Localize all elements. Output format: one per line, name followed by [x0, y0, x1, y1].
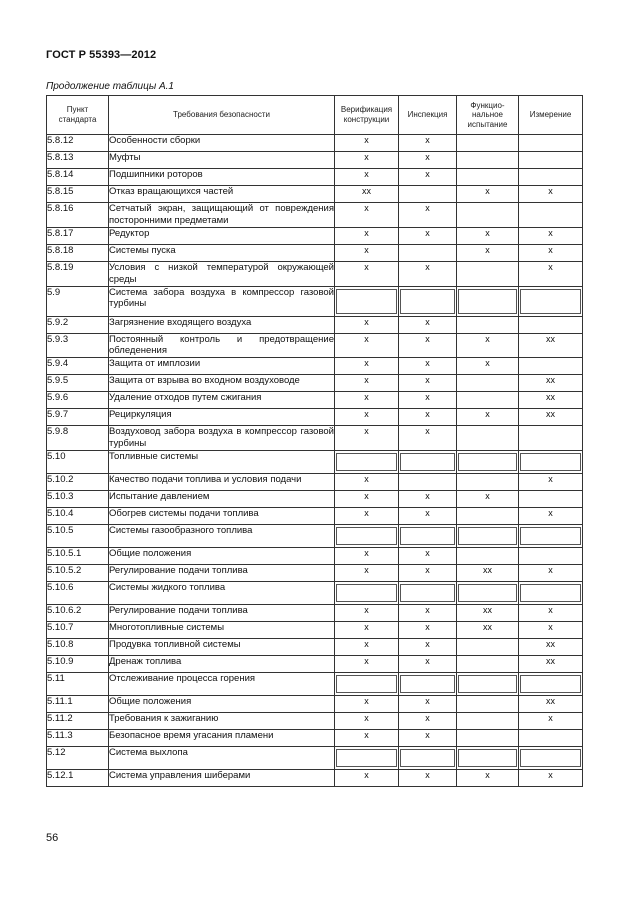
table-row [47, 152, 583, 169]
table-row [47, 375, 583, 392]
requirement-text: Обогрев системы подачи топлива [109, 508, 335, 525]
mark-inspection: x [399, 152, 457, 169]
blank-box [520, 289, 581, 314]
clause-number: 5.8.13 [47, 152, 109, 169]
mark-functional-test: xx [457, 605, 519, 622]
table-row [47, 244, 583, 261]
requirement-text: Воздуховод забора воздуха в компрессор газовой турбины [109, 426, 334, 450]
requirement-text: Продувка топливной системы [109, 639, 335, 656]
mark-measurement: x [519, 508, 583, 525]
table-row [47, 261, 583, 286]
mark-functional-test: xx [457, 622, 519, 639]
mark-measurement: x [519, 565, 583, 582]
mark-design-verification: x [335, 375, 399, 392]
table-section-row [47, 286, 583, 316]
empty-cell [335, 673, 399, 696]
mark-functional-test [457, 474, 519, 491]
mark-design-verification: x [335, 135, 399, 152]
mark-inspection: x [399, 696, 457, 713]
clause-number: 5.8.18 [47, 244, 109, 261]
clause-number: 5.10.9 [47, 656, 109, 673]
empty-cell [399, 451, 457, 474]
requirement-text: Удаление отходов путем сжигания [109, 392, 335, 409]
clause-number: 5.9.5 [47, 375, 109, 392]
blank-box [336, 453, 397, 471]
mark-functional-test [457, 730, 519, 747]
mark-measurement: xx [519, 639, 583, 656]
mark-measurement: x [519, 622, 583, 639]
clause-number: 5.8.16 [47, 203, 109, 228]
mark-inspection: x [399, 316, 457, 333]
mark-functional-test [457, 426, 519, 451]
requirement-text: Система управления шиберами [109, 770, 335, 787]
blank-box [400, 675, 455, 693]
mark-inspection: x [399, 392, 457, 409]
document-header: ГОСТ Р 55393—2012 [46, 49, 157, 61]
mark-functional-test [457, 316, 519, 333]
blank-box [458, 289, 517, 314]
mark-measurement: x [519, 770, 583, 787]
empty-cell [457, 747, 519, 770]
requirements-table [46, 95, 583, 787]
requirement-text: Общие положения [109, 696, 335, 713]
col-header-requirements: Требования безопасности [109, 96, 335, 135]
clause-number: 5.8.17 [47, 227, 109, 244]
blank-box [336, 289, 397, 314]
mark-measurement [519, 203, 583, 228]
table-row [47, 409, 583, 426]
empty-cell [335, 582, 399, 605]
mark-inspection: x [399, 375, 457, 392]
empty-cell [519, 525, 583, 548]
mark-design-verification: x [335, 548, 399, 565]
blank-box [336, 749, 397, 767]
mark-measurement: xx [519, 375, 583, 392]
mark-functional-test [457, 169, 519, 186]
col-header-measurement: Измерение [519, 96, 583, 135]
mark-measurement [519, 169, 583, 186]
table-row [47, 730, 583, 747]
clause-number: 5.11.1 [47, 696, 109, 713]
clause-number: 5.12 [47, 747, 109, 770]
mark-functional-test: x [457, 409, 519, 426]
clause-number: 5.9.7 [47, 409, 109, 426]
table-row [47, 508, 583, 525]
clause-number: 5.11.3 [47, 730, 109, 747]
blank-box [400, 453, 455, 471]
table-row [47, 656, 583, 673]
clause-number: 5.9.8 [47, 426, 109, 451]
blank-box [400, 289, 455, 314]
empty-cell [399, 673, 457, 696]
clause-number: 5.8.19 [47, 261, 109, 286]
requirement-text: Регулирование подачи топлива [109, 565, 335, 582]
requirement-text: Отслеживание процесса горения [109, 673, 335, 696]
empty-cell [335, 747, 399, 770]
requirement-text: Система забора воздуха в компрессор газовой турбины [109, 286, 335, 316]
mark-functional-test [457, 656, 519, 673]
empty-cell [519, 582, 583, 605]
mark-design-verification: x [335, 622, 399, 639]
clause-number: 5.8.14 [47, 169, 109, 186]
mark-inspection: x [399, 491, 457, 508]
clause-number: 5.10.5 [47, 525, 109, 548]
requirement-text: Особенности сборки [109, 135, 335, 152]
table-row [47, 426, 583, 451]
blank-box [458, 675, 517, 693]
requirement-text: Защита от имплозии [109, 358, 335, 375]
table-row [47, 169, 583, 186]
mark-inspection: x [399, 227, 457, 244]
requirement-text: Многотопливные системы [109, 622, 335, 639]
requirement-text: Дренаж топлива [109, 656, 335, 673]
table-section-row [47, 747, 583, 770]
requirement-text: Системы газообразного топлива [109, 525, 335, 548]
mark-measurement: x [519, 186, 583, 203]
mark-inspection: x [399, 622, 457, 639]
mark-measurement: xx [519, 392, 583, 409]
empty-cell [335, 451, 399, 474]
mark-measurement: x [519, 474, 583, 491]
mark-measurement [519, 135, 583, 152]
requirement-text: Испытание давлением [109, 491, 335, 508]
table-section-row [47, 525, 583, 548]
table-row [47, 358, 583, 375]
mark-inspection: x [399, 639, 457, 656]
requirement-text: Требования к зажиганию [109, 713, 335, 730]
mark-design-verification: x [335, 696, 399, 713]
empty-cell [457, 286, 519, 316]
table-row [47, 639, 583, 656]
mark-functional-test [457, 152, 519, 169]
table-row [47, 548, 583, 565]
col-header-functional-test: Функциональное испытание [457, 96, 519, 135]
blank-box [458, 527, 517, 545]
mark-measurement [519, 548, 583, 565]
clause-number: 5.11 [47, 673, 109, 696]
mark-inspection: x [399, 730, 457, 747]
clause-number: 5.10.5.2 [47, 565, 109, 582]
table-section-row [47, 582, 583, 605]
mark-functional-test: x [457, 491, 519, 508]
blank-box [458, 584, 517, 602]
empty-cell [519, 747, 583, 770]
table-section-row [47, 451, 583, 474]
requirement-text: Безопасное время угасания пламени [109, 730, 335, 747]
clause-number: 5.10.8 [47, 639, 109, 656]
mark-inspection: x [399, 135, 457, 152]
mark-inspection: x [399, 409, 457, 426]
clause-number: 5.8.12 [47, 135, 109, 152]
table-row [47, 605, 583, 622]
empty-cell [519, 286, 583, 316]
mark-design-verification: x [335, 203, 399, 228]
mark-design-verification: x [335, 491, 399, 508]
table-row [47, 474, 583, 491]
mark-design-verification: x [335, 508, 399, 525]
clause-number: 5.10.5.1 [47, 548, 109, 565]
table-header-row [47, 96, 583, 135]
table-row [47, 713, 583, 730]
mark-functional-test [457, 261, 519, 286]
mark-measurement [519, 152, 583, 169]
table-row [47, 392, 583, 409]
table-row [47, 186, 583, 203]
clause-number: 5.10.3 [47, 491, 109, 508]
requirement-text: Топливные системы [109, 451, 335, 474]
mark-functional-test: x [457, 770, 519, 787]
mark-design-verification: x [335, 227, 399, 244]
blank-box [400, 749, 455, 767]
blank-box [458, 749, 517, 767]
mark-inspection: x [399, 169, 457, 186]
mark-inspection: x [399, 713, 457, 730]
requirement-text: Рециркуляция [109, 409, 335, 426]
empty-cell [457, 525, 519, 548]
mark-inspection: x [399, 261, 457, 286]
table-row [47, 316, 583, 333]
mark-functional-test: x [457, 186, 519, 203]
blank-box [458, 453, 517, 471]
clause-number: 5.10.4 [47, 508, 109, 525]
mark-functional-test: x [457, 358, 519, 375]
mark-inspection: x [399, 605, 457, 622]
mark-functional-test [457, 639, 519, 656]
table-row [47, 333, 583, 358]
requirement-text: Защита от взрыва во входном воздуховоде [109, 375, 335, 392]
mark-measurement: xx [519, 333, 583, 358]
requirement-text: Сетчатый экран, защищающий от повреждения посторонними предметами [109, 203, 334, 226]
table-body [47, 135, 583, 787]
requirement-text: Система выхлопа [109, 747, 335, 770]
mark-design-verification: x [335, 333, 399, 358]
mark-design-verification: x [335, 639, 399, 656]
page-number: 56 [46, 832, 59, 844]
requirement-text: Общие положения [109, 548, 335, 565]
mark-design-verification: x [335, 713, 399, 730]
mark-measurement: x [519, 605, 583, 622]
table-row [47, 696, 583, 713]
mark-design-verification: x [335, 261, 399, 286]
clause-number: 5.10.6 [47, 582, 109, 605]
empty-cell [457, 673, 519, 696]
mark-functional-test [457, 508, 519, 525]
requirement-text: Подшипники роторов [109, 169, 335, 186]
mark-design-verification: x [335, 152, 399, 169]
clause-number: 5.10.6.2 [47, 605, 109, 622]
mark-functional-test [457, 135, 519, 152]
mark-design-verification: x [335, 409, 399, 426]
table-row [47, 203, 583, 228]
mark-design-verification: x [335, 605, 399, 622]
mark-functional-test: x [457, 244, 519, 261]
empty-cell [335, 286, 399, 316]
requirement-text: Системы пуска [109, 244, 335, 261]
clause-number: 5.9.4 [47, 358, 109, 375]
empty-cell [335, 525, 399, 548]
mark-functional-test [457, 392, 519, 409]
mark-measurement: x [519, 244, 583, 261]
mark-functional-test [457, 696, 519, 713]
mark-design-verification: x [335, 474, 399, 491]
clause-number: 5.9.2 [47, 316, 109, 333]
requirement-text: Системы жидкого топлива [109, 582, 335, 605]
clause-number: 5.8.15 [47, 186, 109, 203]
requirement-text: Загрязнение входящего воздуха [109, 316, 335, 333]
mark-functional-test [457, 375, 519, 392]
mark-inspection: x [399, 203, 457, 228]
mark-inspection [399, 244, 457, 261]
mark-design-verification: x [335, 565, 399, 582]
clause-number: 5.12.1 [47, 770, 109, 787]
blank-box [336, 584, 397, 602]
col-header-inspection: Инспекция [399, 96, 457, 135]
requirement-text: Редуктор [109, 227, 335, 244]
blank-box [520, 675, 581, 693]
mark-inspection: x [399, 426, 457, 451]
mark-measurement [519, 316, 583, 333]
empty-cell [399, 286, 457, 316]
mark-functional-test: xx [457, 565, 519, 582]
mark-measurement [519, 491, 583, 508]
col-header-clause: Пункт стандарта [47, 96, 109, 135]
mark-design-verification: x [335, 730, 399, 747]
blank-box [520, 749, 581, 767]
requirement-text: Условия с низкой температурой окружающей среды [109, 261, 334, 285]
clause-number: 5.11.2 [47, 713, 109, 730]
blank-box [520, 584, 581, 602]
empty-cell [519, 673, 583, 696]
blank-box [520, 527, 581, 545]
table-section-row [47, 673, 583, 696]
empty-cell [399, 525, 457, 548]
mark-measurement [519, 730, 583, 747]
mark-functional-test [457, 548, 519, 565]
mark-design-verification: x [335, 316, 399, 333]
mark-design-verification: x [335, 392, 399, 409]
empty-cell [399, 747, 457, 770]
blank-box [400, 584, 455, 602]
mark-measurement: x [519, 227, 583, 244]
mark-inspection: x [399, 565, 457, 582]
mark-measurement: xx [519, 696, 583, 713]
col-header-design-verification: Верификация конструкции [335, 96, 399, 135]
mark-design-verification: x [335, 244, 399, 261]
mark-inspection: x [399, 548, 457, 565]
blank-box [336, 527, 397, 545]
mark-measurement [519, 426, 583, 451]
mark-functional-test: x [457, 227, 519, 244]
mark-inspection: x [399, 656, 457, 673]
table-row [47, 491, 583, 508]
requirement-text: Регулирование подачи топлива [109, 605, 335, 622]
requirement-text: Постоянный контроль и предотвращение обледенения [109, 333, 334, 357]
mark-measurement: xx [519, 409, 583, 426]
mark-inspection [399, 186, 457, 203]
mark-inspection: x [399, 508, 457, 525]
table-row [47, 622, 583, 639]
mark-measurement: xx [519, 656, 583, 673]
blank-box [336, 675, 397, 693]
mark-measurement: x [519, 261, 583, 286]
clause-number: 5.9 [47, 286, 109, 316]
mark-inspection: x [399, 358, 457, 375]
requirement-text: Муфты [109, 152, 335, 169]
clause-number: 5.9.3 [47, 333, 109, 358]
table-row [47, 770, 583, 787]
mark-inspection: x [399, 333, 457, 358]
table-caption: Продолжение таблицы А.1 [46, 81, 174, 92]
mark-design-verification: x [335, 656, 399, 673]
blank-box [400, 527, 455, 545]
mark-functional-test [457, 203, 519, 228]
mark-functional-test: x [457, 333, 519, 358]
clause-number: 5.10.7 [47, 622, 109, 639]
clause-number: 5.10.2 [47, 474, 109, 491]
requirement-text: Отказ вращающихся частей [109, 186, 335, 203]
mark-design-verification: x [335, 426, 399, 451]
table-row [47, 135, 583, 152]
clause-number: 5.9.6 [47, 392, 109, 409]
mark-measurement: x [519, 713, 583, 730]
empty-cell [399, 582, 457, 605]
mark-design-verification: x [335, 770, 399, 787]
empty-cell [519, 451, 583, 474]
table-row [47, 227, 583, 244]
table-row [47, 565, 583, 582]
mark-design-verification: xx [335, 186, 399, 203]
mark-design-verification: x [335, 358, 399, 375]
mark-inspection [399, 474, 457, 491]
empty-cell [457, 582, 519, 605]
clause-number: 5.10 [47, 451, 109, 474]
requirement-text: Качество подачи топлива и условия подачи [109, 474, 335, 491]
empty-cell [457, 451, 519, 474]
blank-box [520, 453, 581, 471]
mark-measurement [519, 358, 583, 375]
mark-functional-test [457, 713, 519, 730]
mark-design-verification: x [335, 169, 399, 186]
mark-inspection: x [399, 770, 457, 787]
